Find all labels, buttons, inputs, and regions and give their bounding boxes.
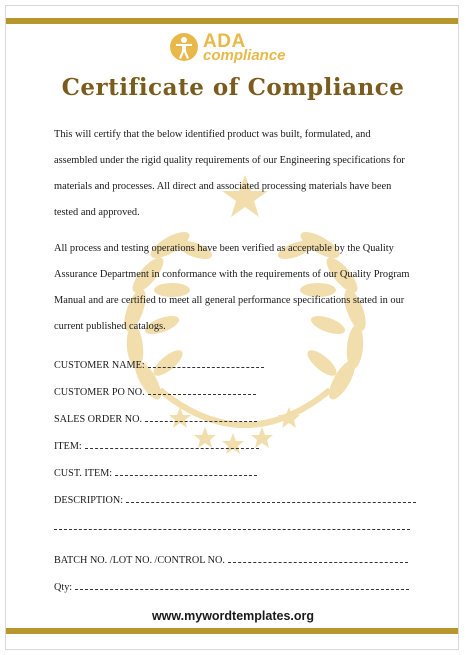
qty-input[interactable] xyxy=(75,580,409,590)
certification-paragraph: This will certify that the below identified product was built, formulated, and assembled under the rigid quality requirements of our Engineering specifications for materials and processes. All direct and associated processing materials have been tested and approved. xyxy=(54,129,405,218)
sales-order-label: SALES ORDER NO. xyxy=(54,414,143,425)
customer-name-input[interactable] xyxy=(148,358,264,368)
cust-item-label: CUST. ITEM: xyxy=(54,468,113,479)
logo-brand: ADA xyxy=(203,31,246,52)
customer-po-field xyxy=(54,385,256,398)
item-field xyxy=(54,439,259,452)
item-label: ITEM: xyxy=(54,441,82,452)
page-title: Certificate of Compliance xyxy=(61,74,405,101)
sales-order-field xyxy=(54,412,257,425)
customer-po-input[interactable] xyxy=(148,385,256,395)
qty-field xyxy=(54,580,409,593)
batch-input[interactable] xyxy=(228,553,408,563)
person-icon xyxy=(170,33,198,61)
cust-item-field xyxy=(54,466,257,479)
cust-item-input[interactable] xyxy=(115,466,257,476)
customer-name-label: CUSTOMER NAME: xyxy=(54,360,145,371)
description-continuation-input[interactable] xyxy=(54,520,410,530)
batch-field xyxy=(54,553,408,566)
customer-name-field xyxy=(54,358,264,371)
batch-label: BATCH NO. /LOT NO. /CONTROL NO. xyxy=(54,555,225,566)
qty-label: Qty: xyxy=(54,582,73,593)
description-continuation-field xyxy=(54,520,410,533)
logo-subtitle: compliance xyxy=(203,47,286,64)
description-field xyxy=(54,493,416,506)
sales-order-input[interactable] xyxy=(145,412,257,422)
footer-url: www.mywordtemplates.org xyxy=(151,609,315,623)
description-label: DESCRIPTION: xyxy=(54,495,124,506)
customer-po-label: CUSTOMER PO NO. xyxy=(54,387,145,398)
item-input[interactable] xyxy=(85,439,259,449)
description-input[interactable] xyxy=(126,493,416,503)
ada-logo xyxy=(170,31,310,67)
bottom-gold-border xyxy=(6,628,458,634)
top-gold-border xyxy=(6,18,458,24)
verification-paragraph: All process and testing operations have been verified as acceptable by the Quality Assurance Department in conformance with the requirements of our Quality Program Manual and are certified to meet all general performance specifications stated in our current published catalogs. xyxy=(54,243,410,332)
